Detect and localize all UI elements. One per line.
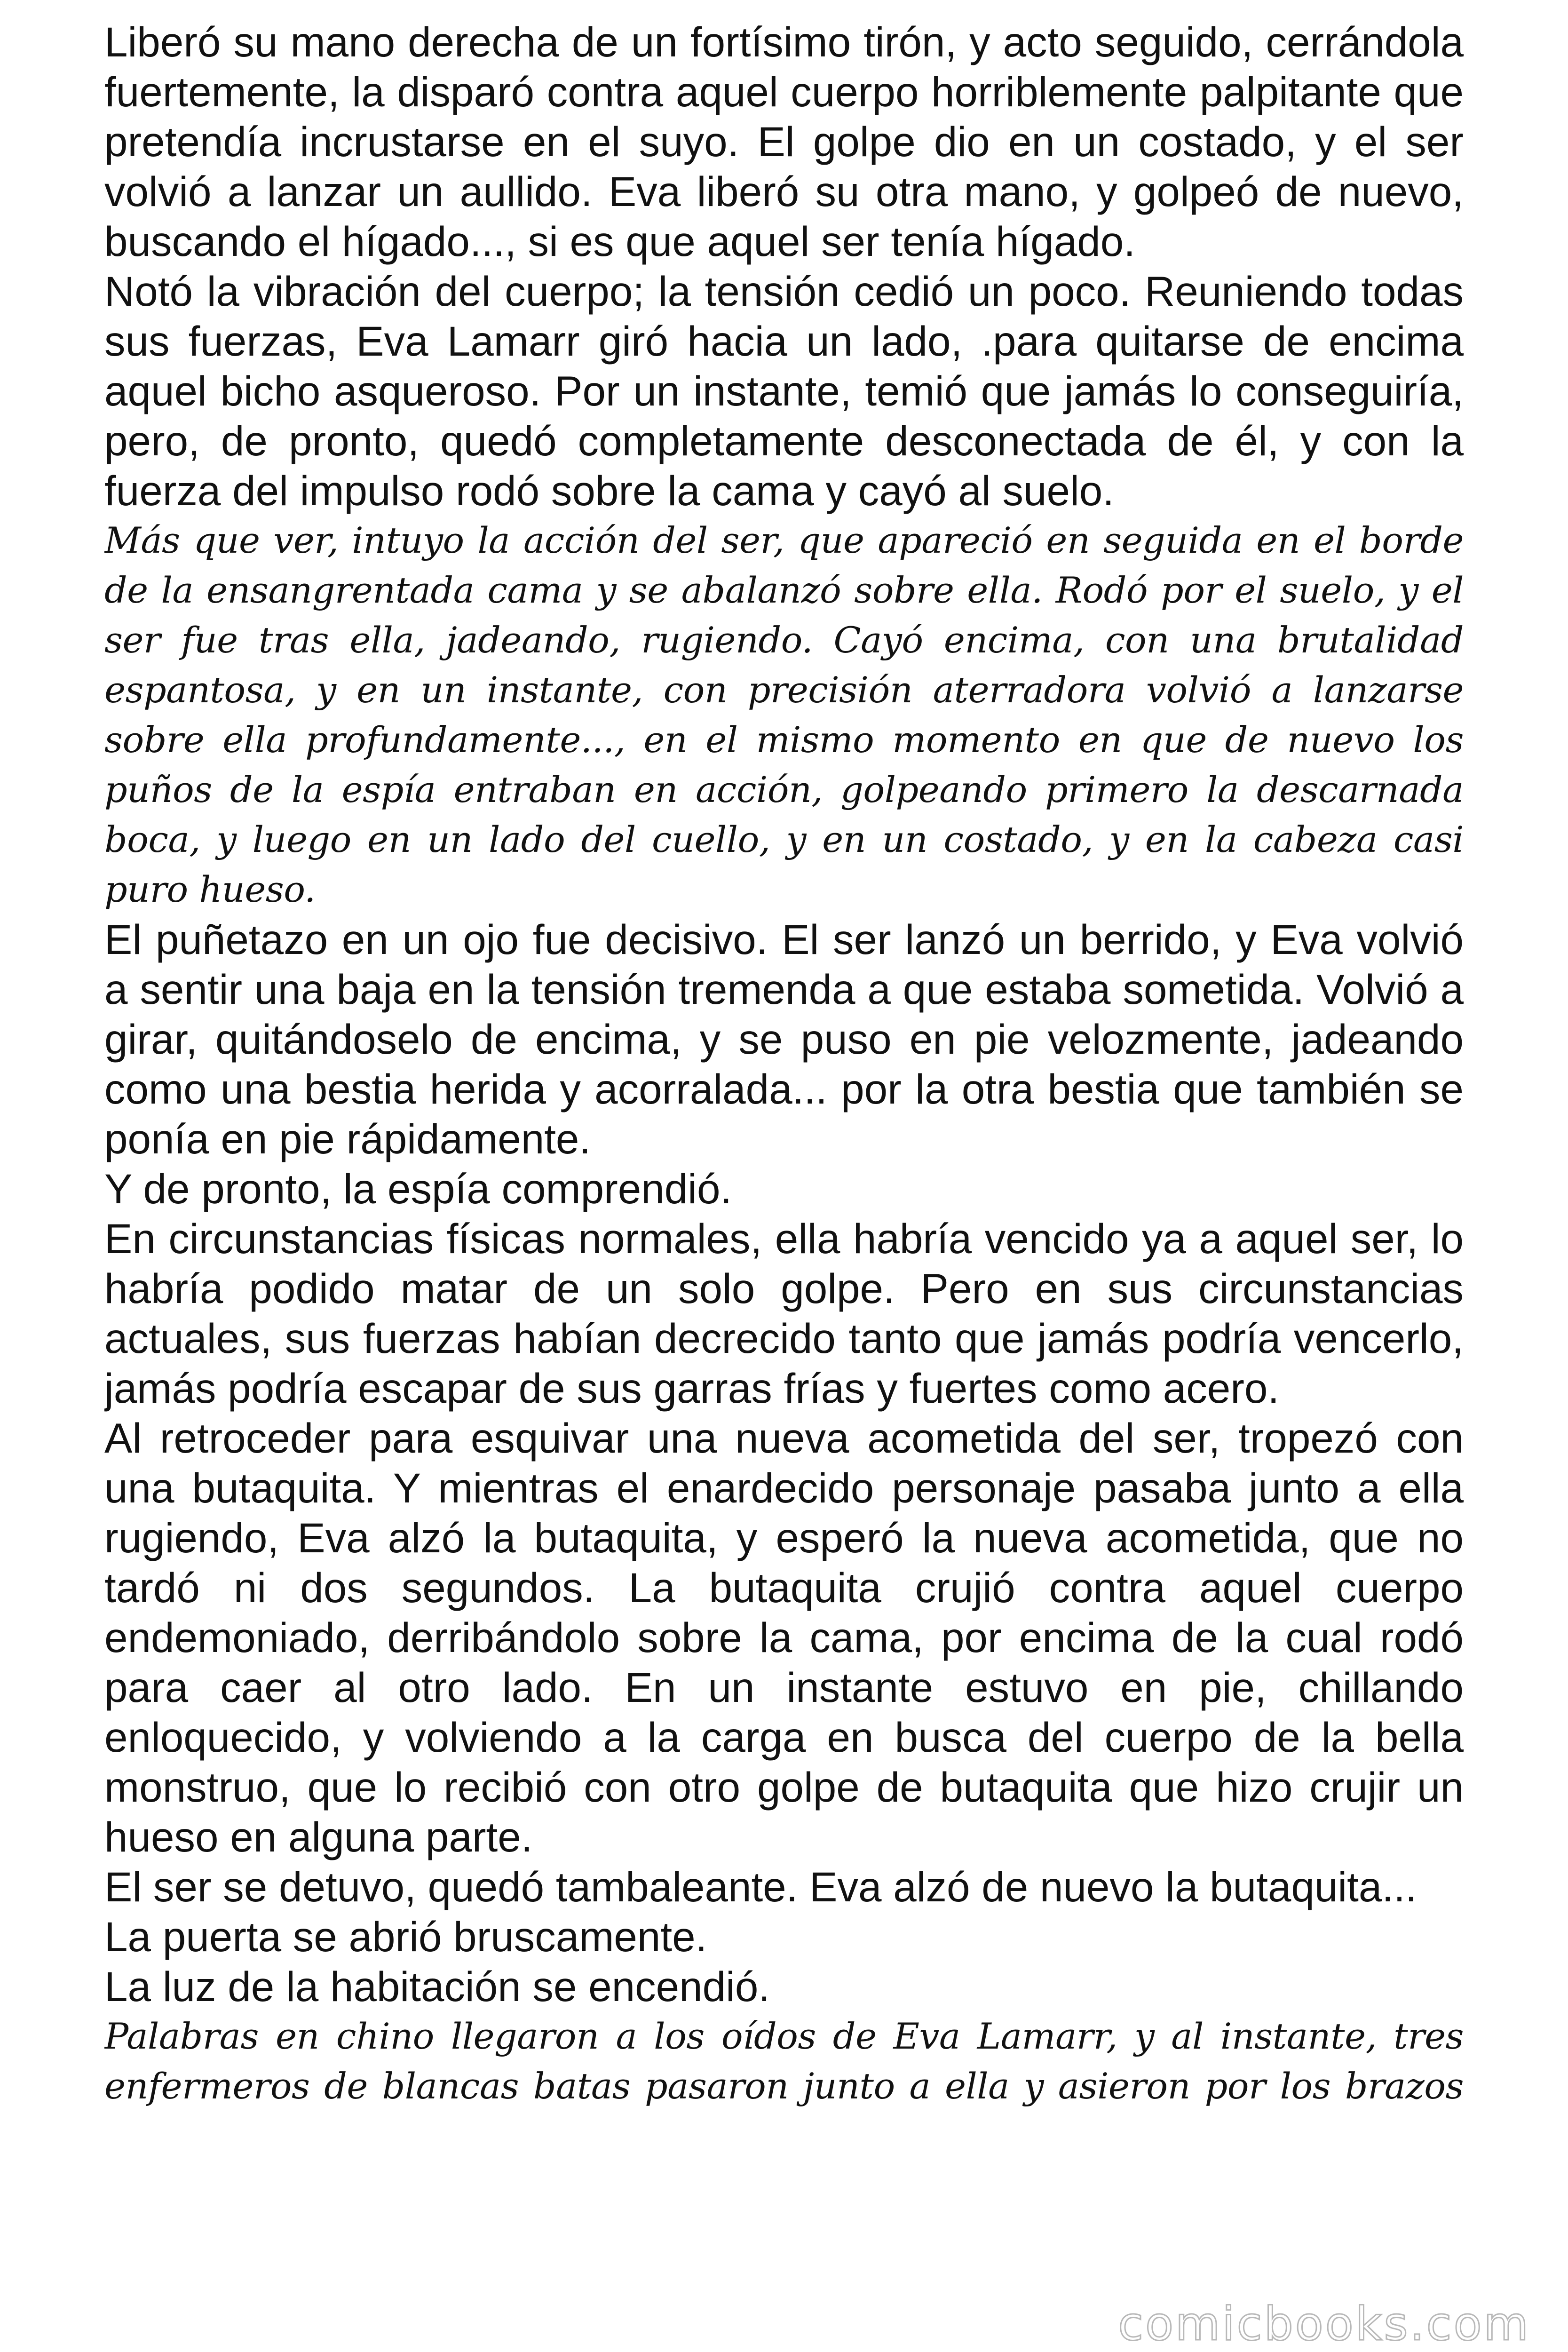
paragraph-4: El puñetazo en un ojo fue decisivo. El ser lanzó un berrido, y Eva volvió a sentir una baja en la tensión tremenda a que estaba sometida. Volvió a girar, quitándoselo de encima, y se puso en pie velozmente, jadeando como una bestia herida y acorralada... por la otra bestia que también se ponía en pie rápidamente. bbox=[104, 916, 1464, 1162]
watermark: comicbooks.com bbox=[1118, 2297, 1530, 2351]
book-page bbox=[104, 17, 1464, 2341]
paragraph-8: El ser se detuvo, quedó tambaleante. Eva alzó de nuevo la butaquita... bbox=[104, 1863, 1417, 1910]
paragraph-2: Notó la vibración del cuerpo; la tensión cedió un poco. Reuniendo todas sus fuerzas, Eva Lamarr giró hacia un lado, .para quitarse de encima aquel bicho asqueroso. Por un instante, temió que jamás lo conseguiría, pero, de pronto, quedó completamente desconectada de él, y con la fuerza del impulso rodó sobre la cama y cayó al suelo. bbox=[104, 268, 1464, 514]
paragraph-10: La luz de la habitación se encendió. bbox=[104, 1963, 770, 2010]
paragraph-5: Y de pronto, la espía comprendió. bbox=[104, 1165, 732, 1212]
paragraph-7: Al retroceder para esquivar una nueva acometida del ser, tropezó con una butaquita. Y mientras el enardecido personaje pasaba junto a ella rugiendo, Eva alzó la butaquita, y esperó la nueva acometida, que no tardó ni dos segundos. La butaquita crujió contra aquel cuerpo endemoniado, derribándolo sobre la cama, por encima de la cual rodó para caer al otro lado. En un instante estuvo en pie, chillando enloquecido, y volviendo a la carga en busca del cuerpo de la bella monstruo, que lo recibió con otro golpe de butaquita que hizo crujir un hueso en alguna parte. bbox=[104, 1414, 1464, 1860]
paragraph-6: En circunstancias físicas normales, ella habría vencido ya a aquel ser, lo habría podido matar de un solo golpe. Pero en sus circunstancias actuales, sus fuerzas habían decrecido tanto que jamás podría vencerlo, jamás podría escapar de sus garras frías y fuertes como acero. bbox=[104, 1215, 1464, 1412]
paragraph-1: Liberó su mano derecha de un fortísimo tirón, y acto seguido, cerrándola fuertemente, la disparó contra aquel cuerpo horriblemente palpitante que pretendía incrustarse en el suyo. El golpe dio en un costado, y el ser volvió a lanzar un aullido. Eva liberó su otra mano, y golpeó de nuevo, buscando el hígado..., si es que aquel ser tenía hígado. bbox=[104, 18, 1464, 265]
paragraph-3: Más que ver, intuyo la acción del ser, que apareció en seguida en el borde de la ensangrentada cama y se abalanzó sobre ella. Rodó por el suelo, y el ser fue tras ella, jadeando, rugiendo. Cayó encima, con una brutalidad espantosa, y en un instante, con precisión aterradora volvió a lanzarse sobre ella profundamente..., en el mismo momento en que de nuevo los puños de la espía entraban en acción, golpeando primero la descarnada boca, y luego en un lado del cuello, y en un costado, y en la cabeza casi puro hueso. bbox=[104, 519, 1464, 910]
paragraph-9: La puerta se abrió bruscamente. bbox=[104, 1913, 707, 1960]
paragraph-11: Palabras en chino llegaron a los oídos de Eva Lamarr, y al instante, tres enfermeros de blancas batas pasaron junto a ella y asieron por los brazos bbox=[104, 2015, 1464, 2107]
